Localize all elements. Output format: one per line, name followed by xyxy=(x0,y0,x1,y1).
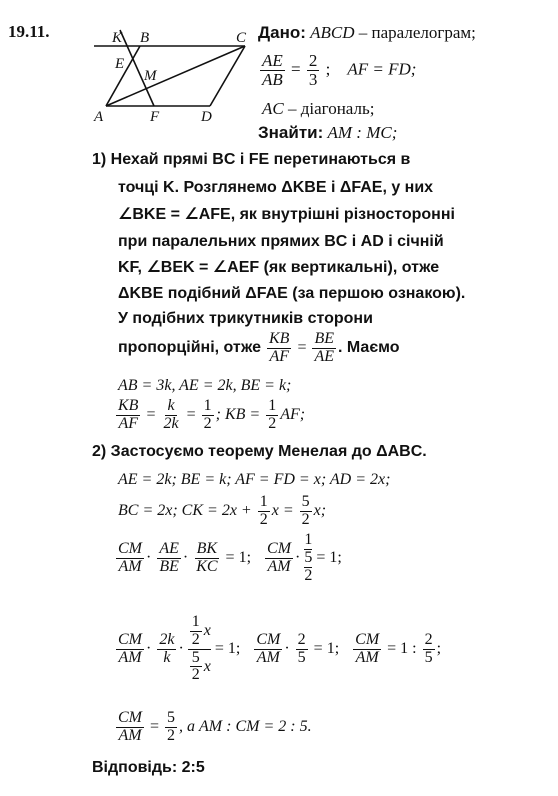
step1-line6: ΔKBE подібний ΔFAE (за першою ознакою). xyxy=(118,285,466,302)
step1-line7: У подібних трикутників сторони xyxy=(118,310,373,327)
eq-2: = 1; xyxy=(316,548,342,566)
frac-num: CM xyxy=(118,630,142,648)
frac-num: 1 xyxy=(191,613,200,630)
frac-den: AM xyxy=(118,648,142,666)
nested-den-top: 5 xyxy=(304,548,313,566)
step1-line5: KF, ∠BEK = ∠AEF (як вертикальні), отже xyxy=(118,259,440,276)
frac-cm-am-6 xyxy=(116,710,144,745)
frac-ae-be xyxy=(157,541,181,576)
given-abcd: ABCD xyxy=(310,23,355,42)
bottom-frac xyxy=(190,650,202,685)
frac-num: CM xyxy=(118,539,142,557)
frac-cm-am-4 xyxy=(254,632,282,667)
frac-num: 5 xyxy=(191,648,200,666)
frac-num: CM xyxy=(267,539,292,557)
frac-kb-af-2 xyxy=(116,398,140,433)
given-parallelogram: – паралелограм; xyxy=(354,23,476,42)
frac-den: 2 xyxy=(191,666,200,684)
label-c: C xyxy=(236,30,247,46)
frac-1-2-c xyxy=(258,494,270,529)
top-frac xyxy=(190,614,202,649)
step1-line3: ∠BKE = ∠AFE, як внутрішні різносторонні xyxy=(118,206,455,223)
frac-be-ae xyxy=(312,331,336,366)
frac-num: CM xyxy=(256,630,281,648)
nested-fraction-a xyxy=(304,532,312,584)
step2-line5: $\frac{CM}{AM}$ · $\frac{2k}{k}$ · $\frac{1}{2}$ x $\frac{5}{2}$ x = 1; $\frac{CM}{AM}$ · $\frac{2}{5}$ = 1; $\frac{CM}{AM}$ = 1 : $\frac{2}{5}$ ; xyxy=(118,613,442,684)
frac-num: BE xyxy=(314,330,335,347)
af-end: AF; xyxy=(280,405,306,423)
step1-line8-text: пропорційні, отже xyxy=(118,338,261,356)
equals: = xyxy=(297,338,307,356)
ratio-den: AB xyxy=(262,69,283,89)
find-value: AM : MC; xyxy=(327,123,398,142)
frac-den: k xyxy=(163,648,171,666)
conclusion-text: , а AM : CM = 2 : 5. xyxy=(179,717,312,735)
eq-2: = 1; xyxy=(313,639,340,657)
line-cd xyxy=(210,46,245,106)
eq-1: = 1; xyxy=(214,639,241,657)
given-ac-text: – діагональ; xyxy=(283,99,375,118)
semicolon: ; xyxy=(436,639,442,657)
x-var: x xyxy=(203,657,211,675)
x-end: x; xyxy=(313,501,327,519)
eq-1: = 1; xyxy=(225,548,252,566)
complex-top xyxy=(188,614,211,650)
label-a: A xyxy=(94,109,104,125)
ratio-val-den: 3 xyxy=(308,69,318,89)
kb-label: ; KB = xyxy=(215,405,261,423)
given-line-1 xyxy=(258,24,476,41)
frac-num: KB xyxy=(268,330,290,347)
frac-5-2 xyxy=(300,494,312,529)
frac-den: AM xyxy=(118,557,142,575)
step1-line8 xyxy=(118,331,400,366)
frac-den: 2 xyxy=(301,510,310,528)
frac-den: AM xyxy=(256,648,280,666)
frac-cm-am-2 xyxy=(265,541,293,576)
step2-line2: AE = 2k; BE = k; AF = FD = x; AD = 2x; xyxy=(118,471,391,488)
label-f: F xyxy=(150,109,160,125)
answer-line xyxy=(92,760,205,776)
bc-ck-text: BC = 2x; CK = 2x + xyxy=(118,501,252,519)
complex-fraction xyxy=(188,614,211,684)
frac-kb-af xyxy=(267,331,291,366)
step2-line3 xyxy=(118,494,326,529)
frac-num: k xyxy=(167,397,175,414)
answer-value: 2:5 xyxy=(181,759,205,776)
complex-bottom xyxy=(188,650,211,685)
frac-2-5-b xyxy=(423,632,435,667)
frac-num: 2 xyxy=(424,630,433,648)
frac-cm-am-3 xyxy=(116,632,144,667)
given-line-2: $\frac{AE}{AB}$ = $\frac{2}{3}$ ; AF = FD; xyxy=(262,51,417,89)
frac-1-2 xyxy=(202,398,214,433)
ratio-ae-ab xyxy=(260,52,285,89)
step1-line2: точці K. Розглянемо ΔKBE і ΔFAE, у них xyxy=(118,179,434,196)
frac-num: CM xyxy=(118,709,142,726)
problem-number: 19.11. xyxy=(8,22,50,41)
line-ab xyxy=(106,46,140,106)
find-label: Знайти: xyxy=(258,123,324,142)
step1-line10: $\frac{KB}{AF}$ = $\frac{k}{2k}$ = $\frac{1}{2}$ ; KB = $\frac{1}{2}$ AF; xyxy=(118,397,306,432)
ratio-val-num: 2 xyxy=(308,51,318,70)
x-eq: x = xyxy=(271,501,294,519)
frac-den: 2 xyxy=(259,510,268,528)
frac-den: AE xyxy=(314,347,335,365)
frac-2-5 xyxy=(296,632,308,667)
frac-cm-am xyxy=(116,541,144,576)
frac-2k-k xyxy=(157,632,176,667)
given-ac: AC xyxy=(262,99,284,118)
ratio-num: AE xyxy=(262,51,283,70)
frac-num: KB xyxy=(118,397,139,414)
step2-line1: 2) Застосуємо теорему Менелая до ΔABC. xyxy=(92,443,427,460)
line-ac xyxy=(106,46,245,106)
step1-line4: при паралельних прямих BC і AD і січній xyxy=(118,233,444,250)
frac-k-2k xyxy=(161,398,180,433)
find-line xyxy=(258,124,397,141)
answer-label: Відповідь: xyxy=(92,759,178,776)
frac-num: BK xyxy=(196,539,218,557)
step2-line4: $\frac{CM}{AM}$ · $\frac{AE}{BE}$ · $\frac{BK}{KC}$ = 1; $\frac{CM}{AM}$ · 1 5 2 = 1; xyxy=(118,531,342,584)
label-d: D xyxy=(201,109,212,125)
ratio-value xyxy=(307,52,320,89)
af-fd: AF = FD; xyxy=(347,59,417,79)
label-k: K xyxy=(112,30,123,46)
step1-line1: 1) Нехай прямі BC і FE перетинаються в xyxy=(92,151,411,168)
frac-1-2-b xyxy=(266,398,278,433)
frac-den: BE xyxy=(159,557,179,575)
frac-5-2-b xyxy=(165,710,177,745)
frac-den: 2 xyxy=(203,414,212,432)
given-line-3 xyxy=(262,100,374,117)
nested-den-bottom: 2 xyxy=(304,566,313,584)
frac-num: 1 xyxy=(268,397,277,414)
step1-line8-end: . Маємо xyxy=(338,338,400,356)
frac-den: 5 xyxy=(297,648,306,666)
frac-num: CM xyxy=(355,630,380,648)
frac-num: 1 xyxy=(259,493,268,510)
frac-num: 1 xyxy=(203,397,212,414)
frac-den: 5 xyxy=(424,648,433,666)
frac-den: 2 xyxy=(268,414,277,432)
given-label: Дано: xyxy=(258,23,306,42)
frac-den: AM xyxy=(118,726,142,744)
label-e: E xyxy=(115,56,125,72)
step1-line9: AB = 3k, AE = 2k, BE = k; xyxy=(118,377,292,394)
x-var: x xyxy=(203,621,211,639)
frac-num: 5 xyxy=(167,709,176,726)
frac-cm-am-5 xyxy=(353,632,381,667)
nested-num: 1 xyxy=(304,531,313,548)
parallelogram-figure xyxy=(90,26,250,126)
equals: = xyxy=(150,717,160,735)
step2-line6 xyxy=(114,710,312,745)
label-m: M xyxy=(144,68,157,84)
frac-den: AM xyxy=(355,648,379,666)
frac-den: AF xyxy=(118,414,138,432)
frac-den: KC xyxy=(196,557,218,575)
frac-den: 2 xyxy=(191,630,200,648)
frac-den: AM xyxy=(267,557,291,575)
frac-bk-kc xyxy=(194,541,219,576)
frac-num: 2k xyxy=(159,630,175,648)
frac-den: 2k xyxy=(163,414,179,432)
frac-num: AE xyxy=(159,539,179,557)
label-b: B xyxy=(140,30,150,46)
eq-3: = 1 : xyxy=(387,639,417,657)
frac-num: 2 xyxy=(297,630,306,648)
frac-den: 2 xyxy=(167,726,176,744)
frac-den: AF xyxy=(269,347,289,365)
frac-num: 5 xyxy=(301,493,310,510)
